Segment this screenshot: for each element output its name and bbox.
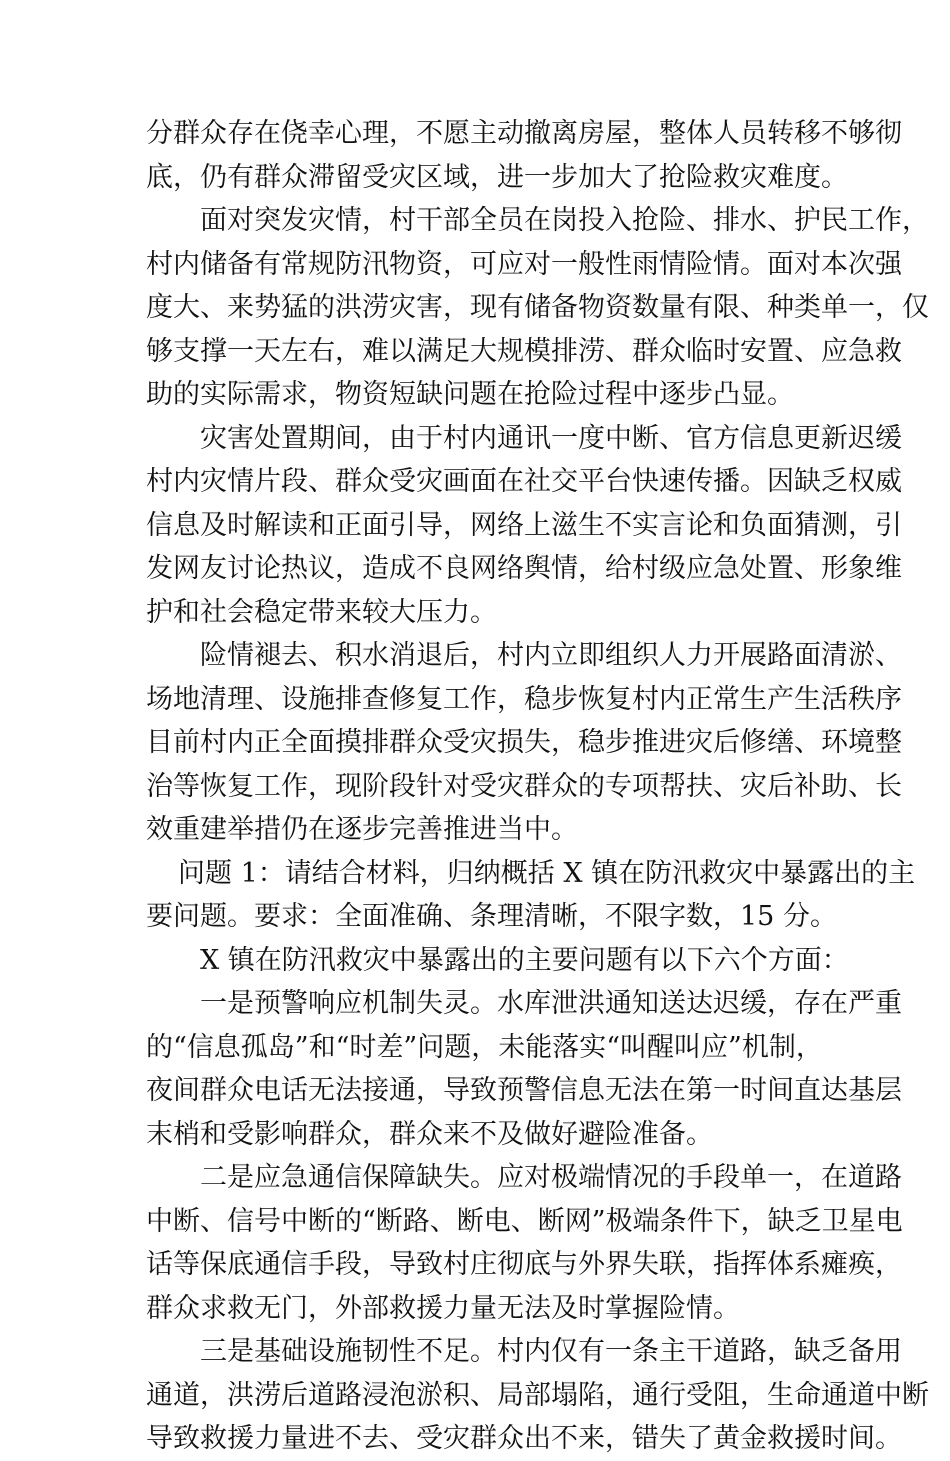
text-line: 村内灾情片段、群众受灾画面在社交平台快速传播。因缺乏权威 [146,466,902,497]
answer-point-1 [146,982,902,1156]
text-line: 发网友讨论热议，造成不良网络舆情，给村级应急处置、形象维 [146,553,902,584]
text-line: 中断、信号中断的“断路、断电、断网”极端条件下，缺乏卫星电 [146,1205,903,1237]
text-line: 治等恢复工作，现阶段针对受灾群众的专项帮扶、灾后补助、长 [146,770,902,802]
text-line: 分群众存在侥幸心理，不愿主动撤离房屋，整体人员转移不够彻 [146,118,902,149]
text-line: 的“信息孤岛”和“时差”问题，未能落实“叫醒叫应”机制， [146,1031,823,1063]
text-line: 夜间群众电话无法接通，导致预警信息无法在第一时间直达基层 [146,1075,902,1106]
text-line: 底，仍有群众滞留受灾区域，进一步加大了抢险救灾难度。 [146,161,848,193]
text-line: 要问题。要求：全面准确、条理清晰，不限字数，15 分。 [146,901,837,932]
text-line: 二是应急通信保障缺失。应对极端情况的手段单一，在道路 [200,1162,902,1193]
document-page [146,112,929,1461]
text-line: 助的实际需求，物资短缺问题在抢险过程中逐步凸显。 [146,379,794,410]
paragraph-public-opinion [146,417,902,635]
text-line: 险情褪去、积水消退后，村内立即组织人力开展路面清淤、 [200,640,902,671]
text-line: 问题 1：请结合材料，归纳概括 X 镇在防汛救灾中暴露出的主 [178,857,916,889]
text-line: 够支撑一天左右，难以满足大规模排涝、群众临时安置、应急救 [146,335,902,367]
paragraph-recovery [146,634,902,852]
text-line: 目前村内正全面摸排群众受灾损失，稳步推进灾后修缮、环境整 [146,727,902,758]
paragraph-continued [146,112,902,199]
text-line: 话等保底通信手段，导致村庄彻底与外界失联，指挥体系瘫痪， [146,1249,902,1280]
paragraph-supplies [146,199,929,417]
answer-point-3 [146,1330,929,1461]
text-line: 一是预警响应机制失灵。水库泄洪通知送达迟缓，存在严重 [200,988,902,1019]
text-line: 通道，洪涝后道路浸泡淤积、局部塌陷，通行受阻，生命通道中断 [146,1379,929,1411]
text-line: 灾害处置期间，由于村内通讯一度中断、官方信息更新迟缓 [200,422,902,454]
text-line: 群众求救无门，外部救援力量无法及时掌握险情。 [146,1292,740,1324]
answer-point-2 [146,1156,903,1330]
question-1 [146,852,916,939]
text-line: 面对突发灾情，村干部全员在岗投入抢险、排水、护民工作， [200,205,929,236]
text-line: 护和社会稳定带来较大压力。 [146,596,497,628]
text-line: 信息及时解读和正面引导，网络上滋生不实言论和负面猜测，引 [146,509,902,541]
answer-intro [146,939,849,983]
text-line: 末梢和受影响群众，群众来不及做好避险准备。 [146,1118,713,1150]
text-line: 场地清理、设施排查修复工作，稳步恢复村内正常生产生活秩序 [146,683,902,715]
text-line: 度大、来势猛的洪涝灾害，现有储备物资数量有限、种类单一，仅 [146,292,929,323]
text-line: 三是基础设施韧性不足。村内仅有一条主干道路，缺乏备用 [200,1336,902,1367]
text-line: 村内储备有常规防汛物资，可应对一般性雨情险情。面对本次强 [146,248,902,280]
text-line: X 镇在防汛救灾中暴露出的主要问题有以下六个方面： [200,944,849,976]
text-line: 效重建举措仍在逐步完善推进当中。 [146,814,578,845]
text-line: 导致救援力量进不去、受灾群众出不来，错失了黄金救援时间。 [146,1423,902,1454]
